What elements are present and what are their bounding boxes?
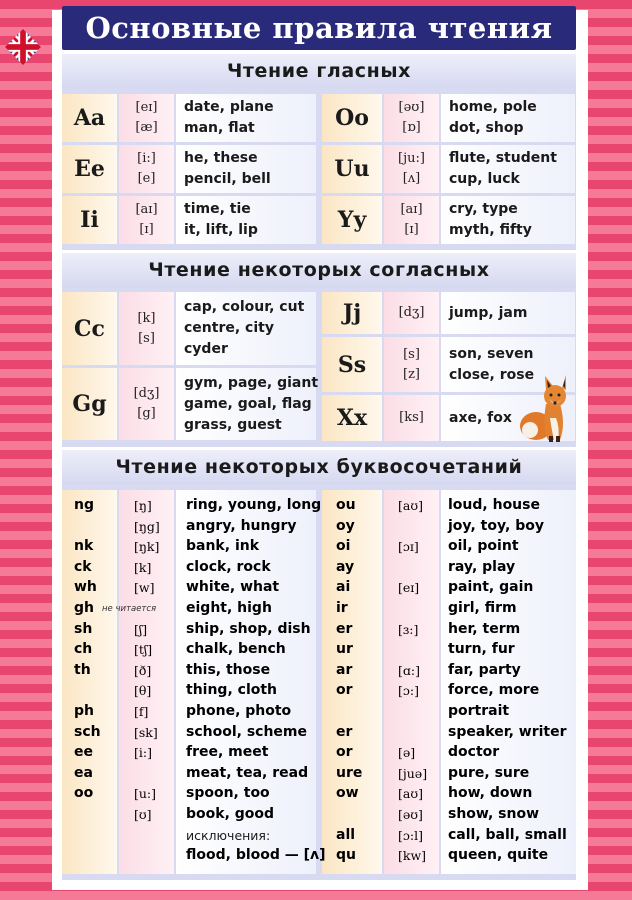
- combo-left-letter: oo: [74, 785, 94, 802]
- vowel-right-ipa-symbol: [ɒ]: [402, 120, 421, 135]
- combo-left-ipa: [tʃ]: [134, 642, 153, 658]
- consonant-right-ipa-symbol: [ks]: [399, 410, 424, 425]
- combo-left-letter: ch: [74, 641, 93, 658]
- combo-right-ipa: [əʊ]: [398, 807, 423, 822]
- combo-left-ipa: [k]: [134, 559, 152, 575]
- combo-right-letter: oi: [336, 538, 351, 555]
- combo-left-word: clock, rock: [186, 558, 271, 575]
- vowel-left-ipa-symbol: [ɪ]: [139, 222, 154, 237]
- combo-left-ipa: [ʊ]: [134, 807, 152, 822]
- vowel-left-example: pencil, bell: [184, 171, 271, 187]
- combo-left-ipa: [u:]: [134, 786, 157, 802]
- combo-right-letter: ir: [336, 600, 348, 616]
- combo-left-word: book, good: [186, 806, 275, 822]
- combo-right-word: call, ball, small: [448, 826, 567, 843]
- combo-right-word: joy, toy, boy: [448, 517, 544, 534]
- combo-right-ipa: [juə]: [398, 765, 428, 781]
- combo-right-letter: ou: [336, 497, 356, 513]
- consonant-right-ipa: [384, 337, 439, 392]
- combo-left-word: angry, hungry: [186, 517, 297, 534]
- combo-left-note: не читается: [102, 604, 157, 614]
- combo-left-word: phone, photo: [186, 703, 292, 719]
- combo-right-word: speaker, writer: [448, 723, 567, 740]
- combo-right-word: oil, point: [448, 538, 519, 555]
- combo-right-letter: qu: [336, 847, 356, 864]
- combo-left-letter: wh: [74, 579, 97, 596]
- vowel-left-letter: Ii: [62, 196, 117, 244]
- vowel-right-ipa-symbol: [ʌ]: [402, 171, 421, 186]
- consonant-left-example: cyder: [184, 341, 228, 357]
- combo-right-word: portrait: [448, 703, 510, 719]
- vowel-right-example: cry, type: [449, 201, 518, 217]
- consonant-right-ipa-symbol: [s]: [403, 346, 420, 362]
- vowel-right-ipa: [384, 196, 439, 244]
- combo-left-ipa: [ð]: [134, 662, 152, 678]
- consonant-right-ipa: [384, 395, 439, 441]
- vowel-left-letter: Aa: [62, 94, 117, 142]
- combo-right-word: show, snow: [448, 806, 539, 822]
- vowel-left-ipa-symbol: [aɪ]: [135, 202, 158, 217]
- combo-left-ipa: [sk]: [134, 724, 158, 740]
- combo-right-word: paint, gain: [448, 579, 534, 596]
- combo-right-word: far, party: [448, 661, 521, 678]
- combo-right-word: turn, fur: [448, 641, 515, 658]
- combo-left-letter: gh: [74, 600, 94, 616]
- vowel-left-ipa-symbol: [e]: [137, 171, 156, 186]
- combo-right-letter: or: [336, 744, 353, 761]
- consonant-right-words: [441, 292, 575, 334]
- consonant-left-ipa-symbol: [k]: [137, 310, 156, 326]
- combo-exceptions-label: исключения:: [186, 827, 271, 843]
- consonant-right-ipa-symbol: [dʒ]: [398, 305, 425, 320]
- vowel-right-letter: Uu: [322, 145, 382, 193]
- vowel-left-ipa: [119, 94, 174, 142]
- combo-right-letter: ow: [336, 785, 359, 802]
- combo-left-word: meat, tea, read: [186, 764, 309, 781]
- combo-right-word: loud, house: [448, 497, 540, 513]
- consonant-left-ipa-symbol: [s]: [138, 330, 155, 346]
- vowel-left-example: it, lift, lip: [184, 222, 258, 238]
- uk-flag-icon: [4, 28, 42, 66]
- combo-right-letter: er: [336, 620, 353, 637]
- vowel-right-words: [441, 94, 575, 142]
- consonant-right-letter: Xx: [322, 395, 382, 441]
- combo-left-word: ship, shop, dish: [186, 620, 311, 637]
- vowel-right-example: flute, student: [449, 150, 557, 166]
- combo-right-word: ray, play: [448, 558, 516, 575]
- combo-left-ipa: [f]: [134, 704, 149, 719]
- vowel-left-words: [176, 94, 316, 142]
- combo-left-ipa: [w]: [134, 580, 155, 596]
- combo-left-letter: th: [74, 661, 91, 678]
- vowel-right-ipa: [384, 94, 439, 142]
- combo-left-ipa: [ŋ]: [134, 498, 152, 513]
- vowel-left-example: he, these: [184, 150, 258, 166]
- combo-right-ipa: [ɜ:]: [398, 621, 419, 637]
- combo-right-ipa: [aʊ]: [398, 498, 423, 513]
- combo-left-word: bank, ink: [186, 538, 260, 555]
- combo-right-word: pure, sure: [448, 764, 530, 781]
- consonant-left-words: [176, 292, 316, 365]
- consonant-right-ipa-symbol: [z]: [403, 366, 420, 382]
- combo-right-letter: ai: [336, 579, 351, 596]
- combo-right-word: queen, quite: [448, 847, 549, 864]
- consonant-left-example: cap, colour, cut: [184, 299, 305, 315]
- vowel-left-example: man, flat: [184, 120, 255, 136]
- consonant-right-example: close, rose: [449, 366, 535, 383]
- combo-left-letter: ee: [74, 744, 93, 761]
- combo-left-word: spoon, too: [186, 785, 270, 802]
- combo-left-word: school, scheme: [186, 723, 308, 740]
- combo-right-word: how, down: [448, 785, 533, 802]
- consonant-left-ipa: [119, 368, 174, 440]
- vowel-right-letter: Oo: [322, 94, 382, 142]
- vowel-left-words: [176, 145, 316, 193]
- combo-right-word: her, term: [448, 620, 521, 637]
- combo-left-ipa: [ŋk]: [134, 539, 160, 555]
- vowel-right-example: home, pole: [449, 99, 537, 115]
- vowel-right-ipa-symbol: [aɪ]: [400, 202, 423, 217]
- combo-right-letter: or: [336, 682, 353, 699]
- consonant-right-letter: Jj: [322, 292, 382, 334]
- consonant-left-words: [176, 368, 319, 440]
- combo-left-word: thing, cloth: [186, 682, 278, 699]
- vowel-right-ipa-symbol: [əʊ]: [398, 100, 425, 115]
- consonant-right-ipa: [384, 292, 439, 334]
- combo-right-ipa: [ɔɪ]: [398, 539, 419, 555]
- combo-left-letter: sch: [74, 723, 101, 740]
- vowel-right-example: myth, fifty: [449, 222, 532, 238]
- consonant-left-example: grass, guest: [184, 416, 282, 433]
- vowel-right-words: [441, 145, 575, 193]
- vowel-right-letter: Yy: [322, 196, 382, 244]
- consonant-left-example: gym, page, giant: [184, 374, 319, 391]
- combo-right-ipa: [aʊ]: [398, 786, 423, 802]
- vowel-right-ipa: [384, 145, 439, 193]
- consonant-left-ipa-symbol: [dʒ]: [133, 386, 160, 401]
- vowel-right-ipa-symbol: [ju:]: [398, 151, 425, 166]
- combo-left-letter: nk: [74, 538, 94, 555]
- combo-left-letter: ea: [74, 764, 93, 781]
- consonant-left-letter: Cc: [62, 292, 117, 365]
- fox-icon: [516, 374, 574, 444]
- vowel-left-example: time, tie: [184, 201, 251, 217]
- vowel-right-words: [441, 196, 575, 244]
- page-title: Основные правила чтения: [85, 11, 553, 45]
- consonant-left-example: centre, city: [184, 320, 274, 336]
- vowels-heading: Чтение гласных: [62, 54, 576, 88]
- vowel-left-ipa: [119, 196, 174, 244]
- vowel-left-ipa-symbol: [i:]: [137, 151, 156, 166]
- consonant-left-example: game, goal, flag: [184, 395, 312, 412]
- combo-right-letter: oy: [336, 517, 355, 534]
- combo-left-word: chalk, bench: [186, 641, 286, 658]
- combos-heading: Чтение некоторых буквосочетаний: [62, 450, 576, 484]
- combo-right-letter: er: [336, 723, 353, 740]
- combo-right-ipa: [eɪ]: [398, 580, 420, 596]
- vowel-left-ipa-symbol: [æ]: [135, 120, 158, 135]
- vowel-left-example: date, plane: [184, 99, 274, 115]
- combo-right-ipa: [ɑ:]: [398, 662, 420, 678]
- vowel-right-example: cup, luck: [449, 171, 520, 187]
- combo-left-letter: ph: [74, 703, 94, 719]
- combo-right-letter: ure: [336, 764, 363, 781]
- combo-right-word: doctor: [448, 744, 500, 761]
- combo-right-letter: ur: [336, 641, 353, 658]
- combo-right-letter: ay: [336, 558, 355, 575]
- combo-right-ipa: [ɔ:]: [398, 683, 419, 699]
- combo-left-letter: sh: [74, 620, 93, 637]
- vowel-left-words: [176, 196, 316, 244]
- vowel-left-ipa: [119, 145, 174, 193]
- combo-left-ipa: [θ]: [134, 683, 152, 699]
- vowel-right-ipa-symbol: [ɪ]: [404, 222, 419, 237]
- combo-left-ipa: [ŋg]: [134, 518, 160, 534]
- combo-left-ipa: [i:]: [134, 745, 152, 761]
- combo-left-word: white, what: [186, 579, 280, 596]
- combo-left-word: eight, high: [186, 600, 272, 616]
- combo-left-word: free, meet: [186, 744, 269, 761]
- consonant-left-ipa-symbol: [g]: [137, 406, 156, 421]
- combo-left-word: this, those: [186, 661, 271, 678]
- vowel-left-ipa-symbol: [eɪ]: [135, 100, 158, 115]
- combo-left-ipa: [ʃ]: [134, 621, 148, 637]
- combo-right-letter: all: [336, 826, 356, 843]
- title-bar: [62, 6, 576, 50]
- combo-right-ipa: [ɔ:l]: [398, 827, 423, 843]
- combo-right-letter: ar: [336, 661, 353, 678]
- combo-right-ipa: [ə]: [398, 745, 416, 761]
- vowel-left-letter: Ee: [62, 145, 117, 193]
- combo-exceptions-word: flood, blood — [ʌ]: [186, 847, 326, 864]
- combo-left-letter: ng: [74, 497, 94, 513]
- consonant-left-ipa: [119, 292, 174, 365]
- consonant-right-letter: Ss: [322, 337, 382, 392]
- consonant-left-letter: Gg: [62, 368, 117, 440]
- consonant-right-example: jump, jam: [449, 304, 528, 321]
- combo-right-ipa: [kw]: [398, 848, 427, 864]
- vowel-right-example: dot, shop: [449, 120, 524, 136]
- consonant-right-example: axe, fox: [449, 409, 512, 426]
- combo-right-word: force, more: [448, 682, 540, 699]
- combo-left-letter: ck: [74, 558, 92, 575]
- consonants-heading: Чтение некоторых согласных: [62, 253, 576, 287]
- combo-left-word: ring, young, long: [186, 497, 322, 513]
- consonant-right-example: son, seven: [449, 345, 534, 362]
- combo-right-word: girl, firm: [448, 600, 517, 616]
